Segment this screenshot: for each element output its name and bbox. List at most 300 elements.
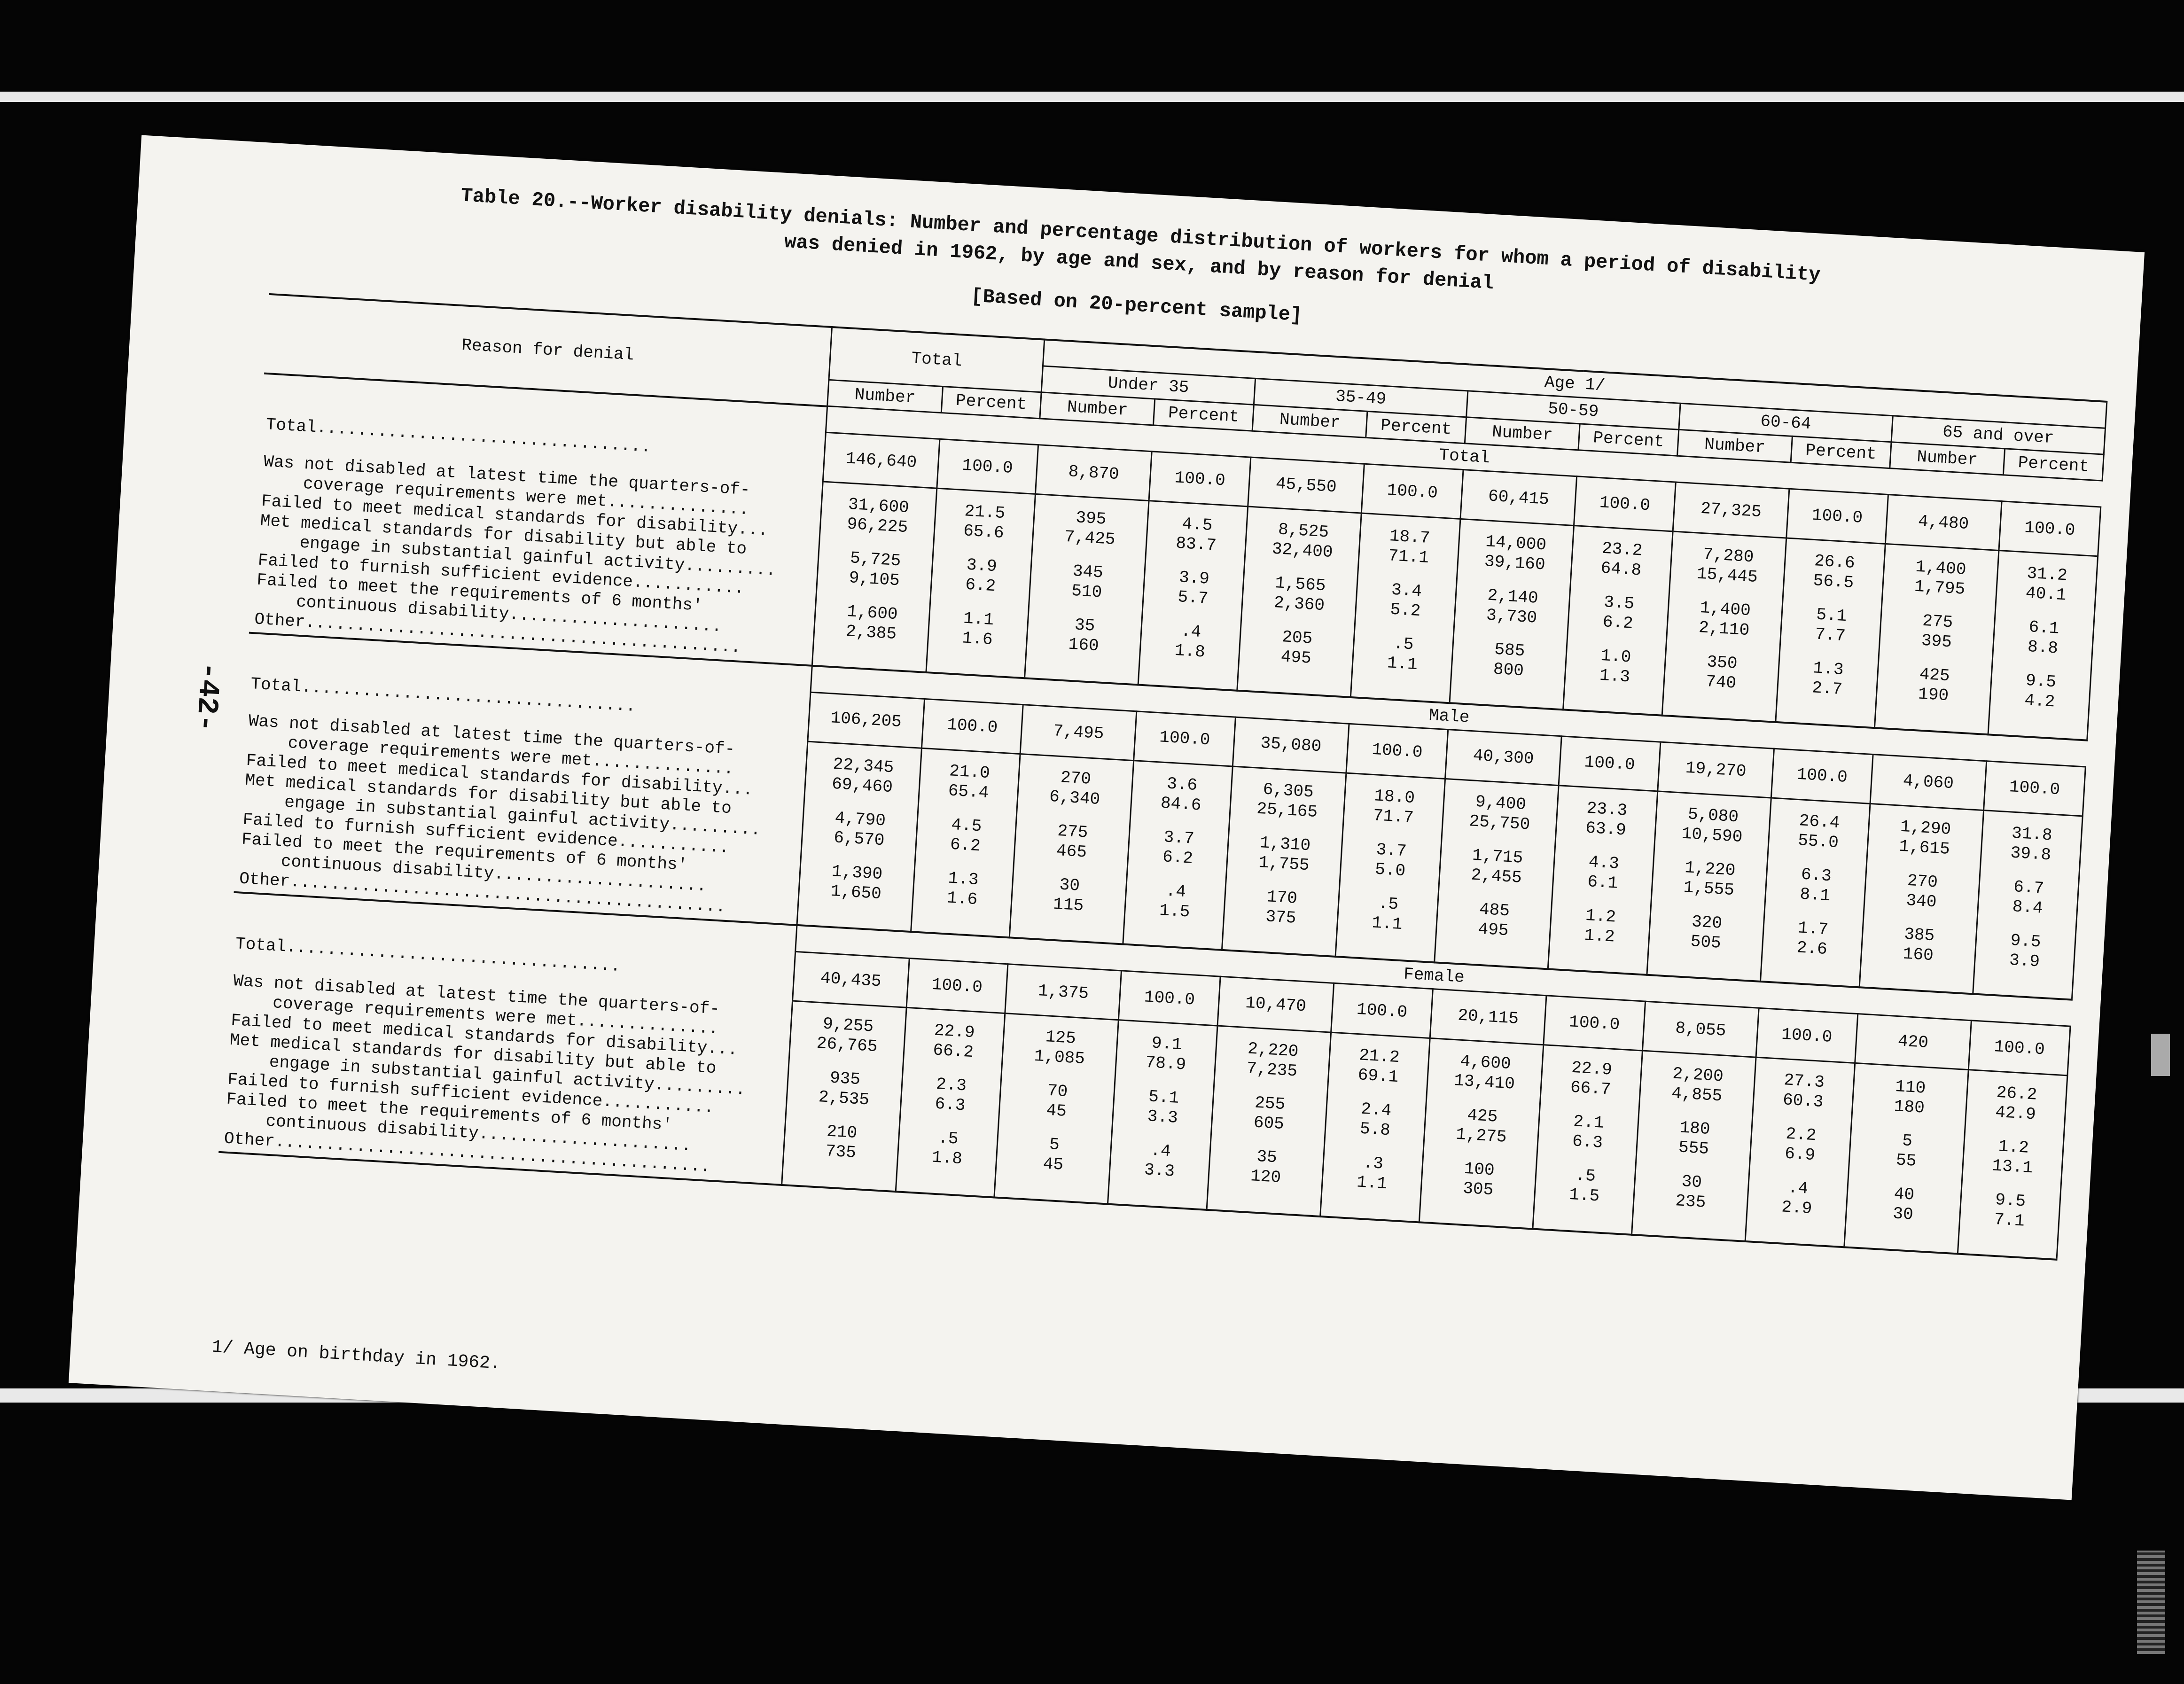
group-header-under-35: Under 35 [1041,366,1255,405]
value-cell: 425 [1466,1106,1498,1127]
value-pair [1881,663,1987,708]
total-row-label: Total................................. [250,674,637,717]
value-pair [1118,1085,1208,1130]
value-cell: 395 [1075,508,1107,530]
total-cell: 10,470 [1217,976,1334,1032]
section-label: Total [826,406,2102,507]
value-pair [1869,869,1974,914]
value-pair [789,1120,894,1165]
value-column [1320,1032,1430,1222]
total-cell: 40,435 [793,951,909,1007]
total-cell: 4,480 [1885,495,2002,551]
value-pair [1774,810,1864,854]
value-cell: 5.0 [1374,859,1406,881]
value-cell: 40 [1893,1184,1915,1205]
value-pair [1986,822,2077,866]
value-column [1123,760,1232,950]
value-pair [1330,1098,1420,1142]
total-cell: 100.0 [1149,452,1250,507]
value-pair [1983,875,2074,920]
value-cell: 45 [1045,1100,1067,1122]
total-cell: 100.0 [1786,489,1888,544]
value-pair [909,1020,999,1064]
value-pair [1364,525,1454,569]
value-cell: 6.1 [2028,617,2060,639]
total-cell: 100.0 [1346,724,1448,779]
value-cell: 1,310 [1259,833,1311,856]
value-pair [1035,560,1140,605]
value-cell: 1.6 [961,628,993,650]
total-cell: 100.0 [1771,748,1873,803]
value-column [1874,544,1999,734]
value-cell: 4.3 [1588,852,1620,873]
value-cell: 1.1 [1371,913,1403,934]
value-cell: 8,525 [1277,520,1330,542]
value-cell: 6.2 [965,575,997,596]
value-pair [1851,1182,1956,1227]
number-header: Number [1252,405,1367,437]
value-column [1958,1070,2067,1260]
value-cell: .5 [1575,1165,1597,1186]
value-cell: 1.1 [1386,653,1418,675]
value-cell: 800 [1492,659,1524,681]
film-border-top [0,92,2184,102]
value-column [1662,531,1786,722]
value-pair [810,753,915,799]
value-cell: 8.1 [1799,884,1831,906]
value-column [926,488,1035,678]
value-pair [1136,772,1226,817]
value-cell: .4 [1150,1140,1171,1162]
value-cell: 5.1 [1816,605,1848,626]
value-cell: 4.5 [1181,514,1213,536]
value-cell: 375 [1265,906,1297,928]
value-column [994,1014,1119,1204]
value-cell: 1.3 [1599,666,1631,687]
value-cell: 22,345 [832,754,895,778]
reason-labels: Was not disabled at latest time the quarters-of- coverage requirements were met.............. Failed to meet medical standards for disability... Met medical standards for disability but able to engage in substantial gainful activity......... Failed to furnish sufficient evidence........... Failed to meet the requirements of 6 months' continuous disability..................... Other........................................... [254,452,777,657]
value-cell: 1,400 [1699,598,1751,621]
value-cell: 31,600 [847,495,910,518]
reason-for-denial-header: Reason for denial [264,294,832,406]
page-number: -42- [188,661,226,733]
value-cell: 71.1 [1388,546,1430,568]
value-cell: 7.1 [1993,1210,2025,1231]
value-pair [1965,1189,2055,1233]
value-cell: 65.6 [963,521,1005,543]
value-cell: 180 [1679,1118,1711,1139]
value-column [911,748,1020,938]
value-cell: 9,105 [848,568,900,591]
value-column [1351,513,1460,703]
value-column [1776,538,1885,728]
value-cell: 1,555 [1683,877,1735,900]
percent-header: Percent [1366,411,1466,443]
value-cell: 1.1 [1356,1172,1388,1194]
value-column [1745,1057,1855,1247]
value-cell: 270 [1060,767,1092,789]
value-cell: 190 [1918,684,1950,706]
value-cell: 1.5 [1159,900,1191,922]
value-column [1222,766,1347,956]
value-cell: 39.8 [2010,843,2052,865]
value-cell: 2,360 [1273,593,1326,616]
disability-denials-table [218,293,2107,1260]
value-pair [1007,1025,1113,1071]
value-cell: 2,220 [1247,1039,1299,1061]
value-column [1988,550,2098,740]
value-cell: 4.5 [951,815,983,836]
value-cell: 55 [1895,1150,1917,1171]
value-cell: 2,200 [1672,1064,1724,1086]
value-cell: 1,085 [1033,1046,1085,1069]
value-cell: 3.9 [1178,568,1210,589]
value-cell: 6.3 [1571,1131,1604,1153]
value-cell: 1,400 [1915,557,1967,580]
value-cell: 26.6 [1814,551,1856,573]
value-cell: 1,390 [831,861,883,884]
value-cell: 9.5 [2010,930,2042,952]
value-pair [1121,1032,1211,1076]
value-column [1335,773,1445,963]
value-cell: 170 [1266,887,1298,908]
value-pair [1038,506,1143,552]
value-cell: 13.1 [1991,1156,2034,1178]
value-cell: 23.2 [1601,538,1643,561]
value-cell: 1.7 [1797,918,1829,939]
value-pair [1995,669,2086,714]
value-cell: 60.3 [1782,1090,1824,1112]
value-pair [1555,904,1645,949]
value-pair [1349,785,1439,829]
value-cell: 235 [1675,1191,1707,1213]
value-pair [1152,513,1242,557]
document-page [69,135,2145,1500]
value-cell: 345 [1072,561,1104,583]
value-cell: 13,410 [1453,1071,1515,1094]
value-pair [1576,538,1667,582]
value-cell: 6.1 [1587,872,1619,893]
value-cell: 340 [1905,890,1937,912]
value-cell: 3.3 [1143,1160,1176,1181]
film-edge-speck [2137,1551,2165,1654]
total-cell: 40,300 [1445,729,1562,785]
value-pair [1448,790,1553,836]
value-cell: 5 [1902,1131,1913,1151]
value-cell: 3.7 [1163,827,1195,849]
value-pair [1866,922,1972,968]
age-header: Age 1/ [1043,340,2107,429]
value-pair [1001,1132,1107,1178]
value-cell: 7.7 [1814,624,1846,646]
value-cell: 1.8 [1174,641,1206,662]
value-cell: 935 [829,1068,861,1090]
value-column [1859,803,1984,994]
value-column [896,1007,1005,1197]
total-cell: 100.0 [1134,711,1235,766]
table-subtitle: [Based on 20-percent sample] [970,285,1303,327]
value-pair [1217,1091,1322,1137]
value-cell: 64.8 [1600,558,1642,580]
value-cell: 2.4 [1360,1099,1392,1121]
value-cell: 8.8 [2027,637,2059,658]
group-header-total: Total [829,327,1045,392]
value-pair [1971,1082,2061,1126]
value-cell: 6.3 [934,1094,966,1115]
value-cell: 305 [1462,1178,1494,1200]
value-cell: 3.3 [1147,1107,1178,1128]
total-cell: 100.0 [1999,501,2101,556]
value-cell: 56.5 [1812,571,1855,593]
value-cell: .4 [1787,1178,1809,1199]
value-pair [905,1073,996,1117]
value-cell: 23.3 [1586,798,1628,820]
value-cell: 510 [1071,581,1103,602]
value-cell: 7,235 [1246,1059,1298,1081]
value-pair [1441,897,1546,943]
value-cell: 30 [1681,1172,1703,1193]
value-column [1237,507,1362,697]
value-cell: .3 [1362,1153,1384,1174]
value-pair [1645,1062,1750,1108]
value-pair [1444,844,1550,889]
value-cell: 1.5 [1568,1185,1600,1206]
value-cell: 3.6 [1166,774,1198,795]
value-pair [1214,1145,1319,1190]
value-pair [1980,929,2070,974]
value-cell: 1,755 [1258,852,1310,875]
value-pair [1327,1151,1418,1196]
value-pair [1767,917,1857,961]
value-pair [807,807,913,852]
section-label: Female [796,925,2072,1026]
group-header-65-and-over: 65 and over [1891,416,2106,454]
value-cell: 6.7 [2013,877,2045,898]
value-pair [1235,778,1341,824]
value-pair [1115,1139,1205,1184]
value-cell: 1.2 [1997,1137,2029,1158]
value-pair [1133,826,1224,870]
value-cell: 30 [1892,1204,1914,1224]
value-cell: 65.4 [947,780,990,803]
total-cell: 45,550 [1248,457,1365,513]
value-cell: 35 [1074,615,1096,636]
total-cell: 8,870 [1036,445,1152,501]
value-cell: 66.2 [932,1040,975,1062]
total-cell: 8,055 [1642,1001,1759,1057]
value-pair [1771,863,1861,908]
value-pair [804,860,909,906]
value-pair [1004,1079,1109,1124]
total-cell: 35,080 [1232,717,1349,773]
value-pair [1031,613,1137,658]
value-column [1973,810,2083,1000]
value-cell: 1.8 [931,1147,963,1169]
value-column [797,741,921,932]
value-column [1548,785,1658,975]
value-cell: 35 [1256,1147,1278,1168]
value-cell: 735 [825,1141,857,1163]
value-cell: 1,650 [830,881,882,904]
value-cell: 27.3 [1783,1070,1825,1092]
value-cell: 2,455 [1470,865,1522,888]
total-cell: 4,060 [1870,754,1987,810]
value-pair [1432,1050,1537,1096]
value-cell: 15,445 [1696,564,1758,587]
value-cell: .5 [937,1128,959,1149]
total-cell: 1,375 [1005,964,1122,1020]
value-pair [792,1066,897,1112]
value-pair [1561,797,1652,842]
value-pair [1346,838,1436,883]
group-header-60-64: 60-64 [1679,403,1893,442]
value-pair [1660,803,1765,849]
value-pair [1220,1037,1325,1083]
value-cell: 1,795 [1913,577,1966,600]
value-cell: 6,570 [833,827,885,850]
value-cell: 22.9 [933,1021,975,1043]
value-cell: 320 [1691,912,1723,933]
value-cell: 555 [1677,1138,1710,1159]
value-cell: 585 [1494,639,1526,661]
value-cell: 1,615 [1898,836,1950,859]
value-column [812,482,937,672]
value-cell: 4,790 [834,808,886,831]
value-pair [1229,885,1334,930]
value-cell: 5.8 [1359,1119,1391,1140]
value-pair [1130,879,1220,924]
value-cell: 1.6 [946,888,978,909]
value-cell: .5 [1393,634,1414,655]
value-pair [1642,1116,1747,1162]
value-cell: 2.6 [1796,938,1828,959]
value-cell: 740 [1705,672,1737,694]
value-cell: 6.3 [1800,865,1832,886]
value-pair [1654,910,1759,955]
value-column [1533,1045,1642,1235]
total-cell: 100.0 [1968,1021,2070,1076]
value-cell: 40.1 [2025,583,2067,605]
value-cell: 125 [1045,1027,1076,1049]
value-cell: 275 [1922,611,1954,632]
total-cell: 27,325 [1673,482,1789,538]
value-pair [819,600,924,646]
value-pair [1457,638,1562,683]
value-cell: 21.0 [949,761,991,783]
value-cell: 5.1 [1148,1087,1180,1108]
value-pair [1657,857,1762,902]
value-column [1450,519,1574,709]
value-cell: 1,715 [1472,845,1524,868]
value-pair [1016,873,1122,918]
value-pair [902,1126,992,1171]
reason-labels: Was not disabled at latest time the quarters-of- coverage requirements were met.............. Failed to meet medical standards for disability... Met medical standards for disability but able to engage in substantial gainful activity......... Failed to furnish sufficient evidence........... Failed to meet the requirements of 6 months' continuous disability..................... Other........................................... [223,971,746,1177]
value-cell: 1.1 [962,608,995,630]
value-pair [1786,603,1876,648]
value-cell: 2.2 [1785,1124,1817,1146]
value-cell: 3.9 [966,555,998,577]
value-pair [2001,562,2092,607]
value-cell: 495 [1280,647,1312,669]
total-cell: 100.0 [921,699,1023,754]
value-pair [1854,1129,1959,1174]
value-cell: 42.9 [1995,1102,2036,1124]
value-cell: 3.7 [1375,840,1407,861]
value-pair [1244,625,1349,671]
value-cell: 9.5 [2025,671,2057,692]
percent-header: Percent [1154,399,1254,431]
total-cell: 100.0 [906,958,1008,1013]
value-cell: 9,400 [1474,792,1527,814]
value-column [1207,1026,1331,1216]
value-pair [939,500,1029,545]
value-pair [936,554,1026,598]
value-cell: .4 [1165,881,1187,902]
value-cell: 160 [1902,944,1934,966]
value-cell: 465 [1055,841,1088,862]
total-row-label: Total................................. [265,414,652,457]
value-cell: 25,165 [1256,799,1318,822]
value-pair [1888,556,1993,601]
value-pair [1755,1123,1846,1167]
total-cell: 106,205 [808,692,924,748]
value-cell: 6.2 [1162,847,1194,868]
reason-labels: Was not disabled at latest time the quarters-of- coverage requirements were met.............. Failed to meet medical standards for disability... Met medical standards for disability but able to engage in substantial gainful activity......... Failed to furnish sufficient evidence........... Failed to meet the requirements of 6 months' continuous disability..................... Other........................................... [239,711,762,917]
value-cell: 1.3 [947,868,979,890]
value-pair [822,547,928,593]
value-cell: 1.2 [1583,925,1615,947]
value-cell: 14,000 [1485,532,1547,555]
value-cell: 1.3 [1812,658,1844,680]
value-cell: 21.5 [964,501,1006,523]
value-pair [1334,1045,1424,1089]
value-pair [918,867,1008,912]
total-cell: 100.0 [1984,761,2086,816]
value-cell: 5 [1048,1135,1060,1155]
total-cell: 146,640 [823,432,940,488]
value-cell: 1,565 [1274,573,1326,596]
value-pair [1570,645,1661,689]
value-cell: 2,535 [818,1087,870,1110]
value-cell: 45 [1042,1154,1064,1175]
value-column [1631,1051,1756,1241]
value-cell: 3.9 [2009,950,2041,972]
value-cell: 275 [1057,821,1089,842]
value-pair [1672,597,1778,642]
value-cell: 3,730 [1485,605,1538,628]
value-cell: 25,750 [1468,811,1531,834]
value-cell: 9.5 [1995,1190,2027,1211]
total-cell: 100.0 [1756,1008,1857,1063]
value-column [1139,501,1248,691]
value-pair [1247,572,1352,617]
value-pair [1145,620,1235,664]
value-cell: 18.0 [1373,786,1416,808]
total-row-label: Total................................. [234,934,621,976]
value-cell: .4 [1180,621,1202,642]
value-cell: 395 [1920,631,1952,652]
value-cell: 5,080 [1687,804,1739,827]
value-cell: 96,225 [846,514,909,538]
value-cell: 71.7 [1372,805,1414,827]
value-cell: 3.4 [1390,580,1423,601]
value-cell: 55.0 [1797,830,1839,852]
value-column [1108,1020,1217,1210]
total-cell: 20,115 [1430,989,1546,1045]
value-cell: 120 [1250,1166,1282,1188]
group-header-50-59: 50-59 [1466,391,1680,429]
value-cell: 70 [1046,1081,1069,1102]
